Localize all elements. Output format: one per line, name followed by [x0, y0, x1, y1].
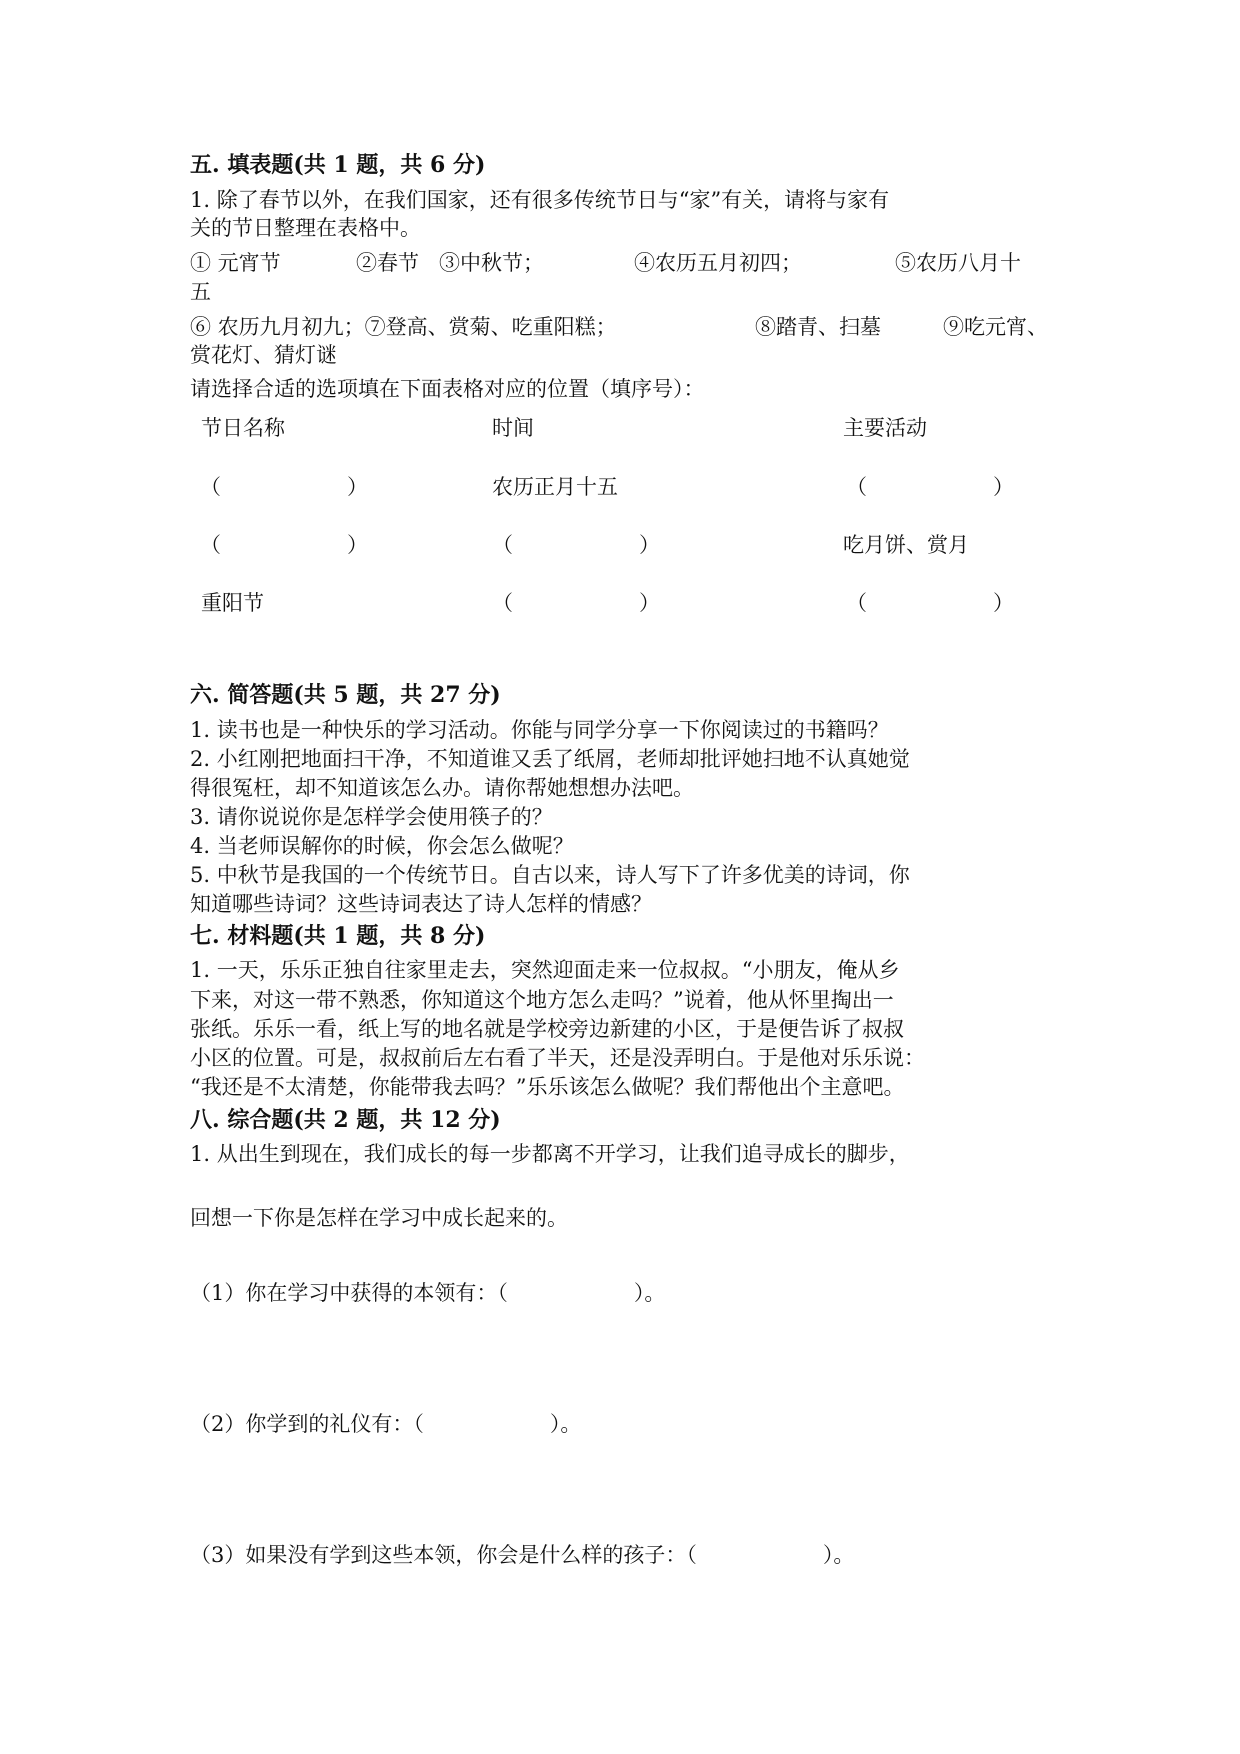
table-cell-blank[interactable]: （ ）: [200, 475, 368, 499]
option-2: ②春节: [356, 251, 419, 275]
q8-1-line-2: 回想一下你是怎样在学习中成长起来的。: [190, 1206, 568, 1230]
q6-line: 5. 中秋节是我国的一个传统节日。自古以来，诗人写下了许多优美的诗词，你: [190, 863, 910, 887]
option-9-cont: 赏花灯、猜灯谜: [190, 343, 337, 367]
option-6-7: ⑥ 农历九月初九；⑦登高、赏菊、吃重阳糕；: [190, 315, 617, 339]
q7-line: 小区的位置。可是，叔叔前后左右看了半天，还是没弄明白。于是他对乐乐说：: [190, 1046, 925, 1070]
fill-instruction: 请选择合适的选项填在下面表格对应的位置（填序号）：: [190, 377, 705, 401]
option-8: ⑧踏青、扫墓: [755, 315, 881, 339]
table-cell-blank[interactable]: （ ）: [846, 591, 1014, 615]
table-cell-blank[interactable]: （ ）: [200, 533, 368, 557]
option-5-cont: 五: [190, 280, 211, 304]
q6-line: 知道哪些诗词？这些诗词表达了诗人怎样的情感？: [190, 892, 652, 916]
q7-line: “我还是不太清楚，你能带我去吗？”乐乐该怎么做呢？我们帮他出个主意吧。: [190, 1075, 905, 1099]
option-9: ⑨吃元宵、: [943, 315, 1048, 339]
option-5: ⑤农历八月十: [895, 251, 1021, 275]
q5-1-line-1: 1. 除了春节以外，在我们国家，还有很多传统节日与“家”有关，请将与家有: [190, 188, 890, 212]
option-4: ④农历五月初四；: [634, 251, 802, 275]
q6-line: 4. 当老师误解你的时候，你会怎么做呢？: [190, 834, 574, 858]
q7-line: 下来，对这一带不熟悉，你知道这个地方怎么走吗？”说着，他从怀里掏出一: [190, 988, 894, 1012]
q8-1-sub-2: （2）你学到的礼仪有：（ ）。: [190, 1412, 582, 1436]
q6-line: 1. 读书也是一种快乐的学习活动。你能与同学分享一下你阅读过的书籍吗？: [190, 718, 889, 742]
q6-line: 3. 请你说说你是怎样学会使用筷子的？: [190, 805, 553, 829]
q8-1-sub-1: （1）你在学习中获得的本领有：（ ）。: [190, 1281, 666, 1305]
section-6-title: 六. 简答题(共 5 题，共 27 分): [190, 682, 501, 708]
q7-line: 张纸。乐乐一看，纸上写的地名就是学校旁边新建的小区，于是便告诉了叔叔: [190, 1017, 904, 1041]
option-1: ① 元宵节: [190, 251, 281, 275]
table-cell-festival: 重阳节: [201, 591, 264, 615]
q6-line: 2. 小红刚把地面扫干净，不知道谁又丢了纸屑，老师却批评她扫地不认真她觉: [190, 747, 910, 771]
table-cell-activity: 吃月饼、赏月: [843, 533, 969, 557]
table-cell-blank[interactable]: （ ）: [846, 475, 1014, 499]
q8-1-sub-3: （3）如果没有学到这些本领，你会是什么样的孩子：（ ）。: [190, 1543, 855, 1567]
q5-1-line-2: 关的节日整理在表格中。: [190, 216, 421, 240]
section-8-title: 八. 综合题(共 2 题，共 12 分): [190, 1107, 501, 1133]
section-5-title: 五. 填表题(共 1 题，共 6 分): [190, 152, 486, 178]
q7-line: 1. 一天，乐乐正独自往家里走去，突然迎面走来一位叔叔。“小朋友，俺从乡: [190, 958, 900, 982]
table-header-time: 时间: [492, 416, 534, 440]
table-cell-blank[interactable]: （ ）: [492, 591, 660, 615]
table-header-activity: 主要活动: [843, 416, 927, 440]
q8-1-line-1: 1. 从出生到现在，我们成长的每一步都离不开学习，让我们追寻成长的脚步，: [190, 1142, 910, 1166]
table-header-festival: 节日名称: [201, 416, 285, 440]
section-7-title: 七. 材料题(共 1 题，共 8 分): [190, 923, 486, 949]
table-cell-time: 农历正月十五: [492, 475, 618, 499]
table-cell-blank[interactable]: （ ）: [492, 533, 660, 557]
option-3: ③中秋节；: [439, 251, 544, 275]
q6-line: 得很冤枉，却不知道该怎么办。请你帮她想想办法吧。: [190, 776, 694, 800]
